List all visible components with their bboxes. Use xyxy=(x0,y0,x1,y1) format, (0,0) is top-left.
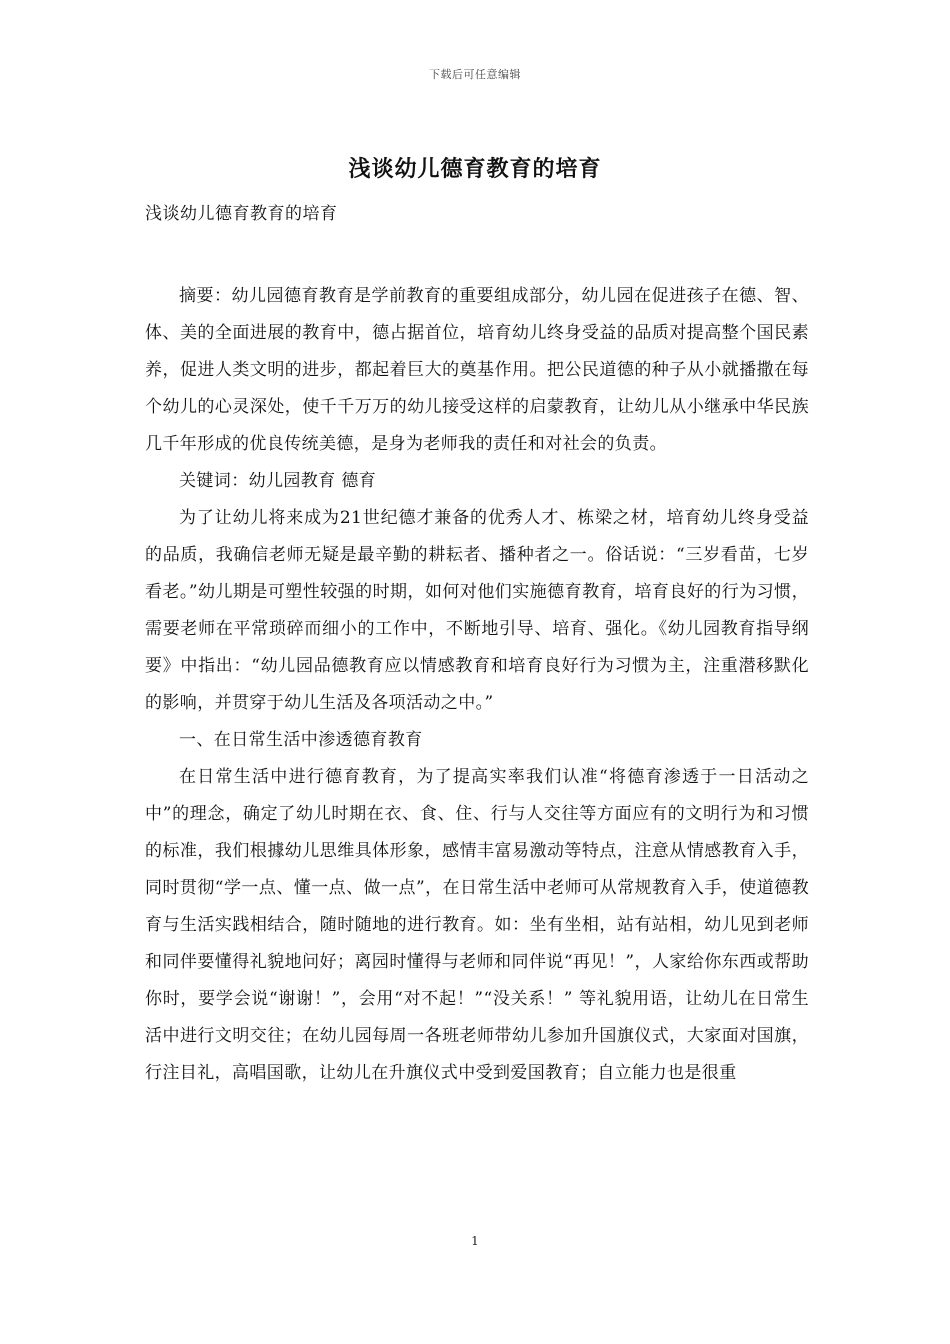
header-note: 下载后可任意编辑 xyxy=(429,68,521,81)
section-paragraph: 在日常生活中进行德育教育，为了提高实率我们认准“将德育渗透于一日活动之中”的理念，确定了幼儿时期在衣、食、住、行与人交往等方面应有的文明行为和习惯的标准，我们根據幼儿思维具体形象，感情丰富易激动等特点，注意从情感教育入手，同时贯彻“学一点、懂一点、做一点”，在日常生活中老师可从常规教育入手，使道德教育与生活实践相结合，随时随地的进行教育。如：坐有坐相，站有站相，幼儿见到老师和同伴要懂得礼貌地问好；离园时懂得与老师和同伴说“再见！”，人家给你东西或帮助你时，要学会说“谢谢！”，会用“对不起！”“没关系！” 等礼貌用语，让幼儿在日常生活中进行文明交往；在幼儿园每周一各班老师带幼儿参加升国旗仪式，大家面对国旗，行注目礼，高唱国歌，让幼儿在升旗仪式中受到爱国教育；自立能力也是很重 xyxy=(145,767,809,1083)
intro-paragraph: 为了让幼儿将来成为21世纪德才兼备的优秀人才、栋梁之材，培育幼儿终身受益的品质，我确信老师无疑是最辛勤的耕耘者、播种者之一。俗话说：“三岁看苗，七岁看老。”幼儿期是可塑性较强的时期，如何对他们实施德育教育，培育良好的行为习惯，需要老师在平常琐碎而细小的工作中，不断地引导、培育、强化。《幼儿园教育指导纲要》中指出：“幼儿园品德教育应以情感教育和培育良好行为习惯为主，注重潜移默化的影响，并贯穿于幼儿生活及各项活动之中。” xyxy=(145,508,809,713)
abstract-paragraph: 摘要：幼儿园德育教育是学前教育的重要组成部分，幼儿园在促进孩子在德、智、体、美的全面进展的教育中，德占据首位，培育幼儿终身受益的品质对提高整个国民素养，促进人类文明的进步，都起着巨大的奠基作用。把公民道德的种子从小就播撒在每个幼儿的心灵深处，使千千万万的幼儿接受这样的启蒙教育，让幼儿从小继承中华民族几千年形成的优良传统美德，是身为老师我的责任和对社会的负责。 xyxy=(145,286,809,454)
document-title: 浅谈幼儿德育教育的培育 xyxy=(348,156,602,182)
document-body xyxy=(145,200,809,1092)
keywords-paragraph: 关键词：幼儿园教育 德育 xyxy=(179,471,377,491)
document-subtitle: 浅谈幼儿德育教育的培育 xyxy=(145,204,338,224)
page-number: 1 xyxy=(471,1234,479,1248)
section-heading: 一、在日常生活中渗透德育教育 xyxy=(179,730,423,750)
